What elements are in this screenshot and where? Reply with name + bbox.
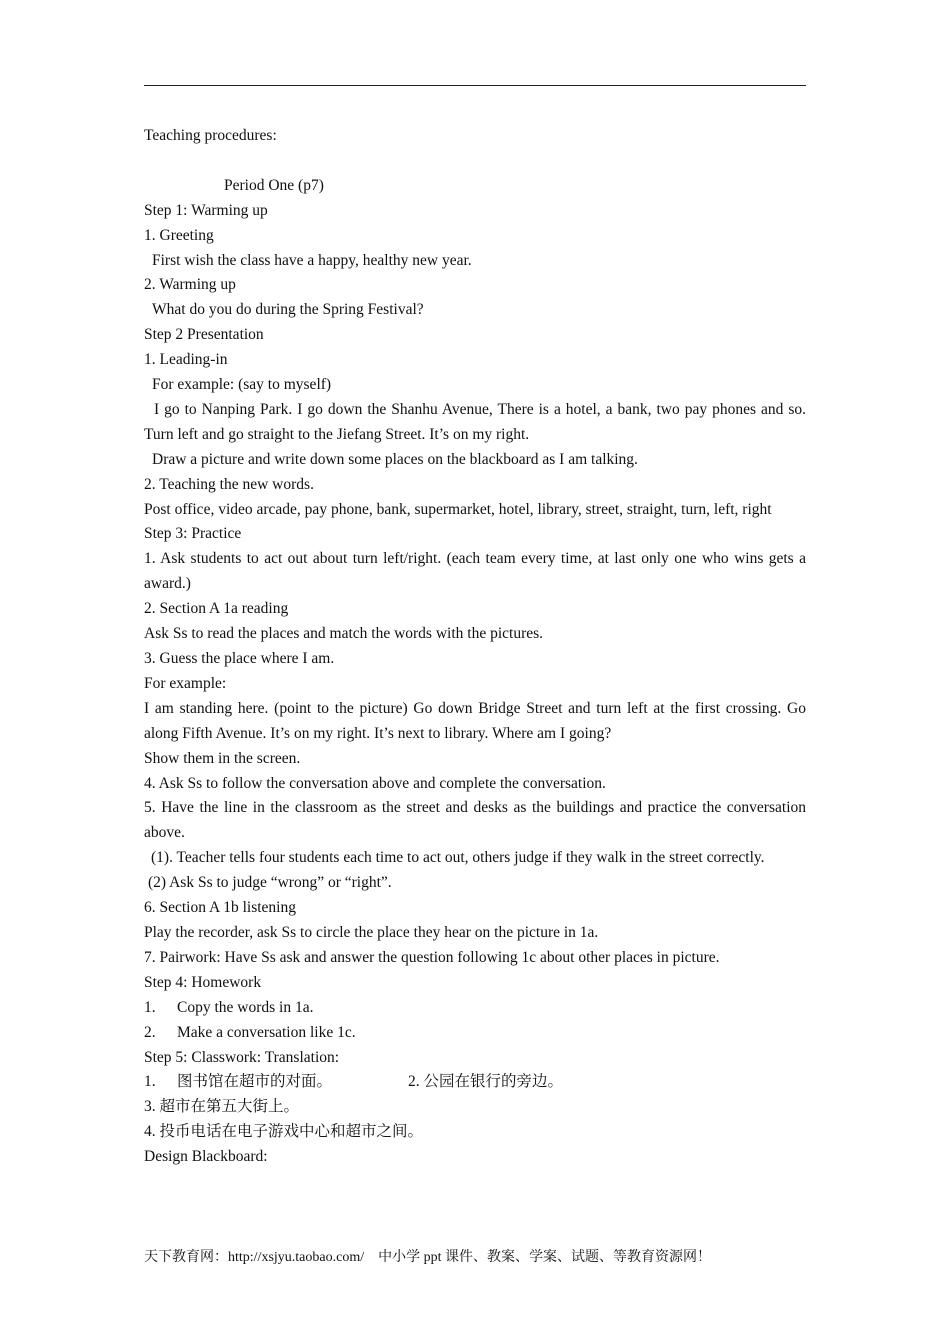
step-heading: Step 3: Practice <box>144 525 242 543</box>
item-number: 2. <box>144 1023 156 1041</box>
item-text: Copy the words in 1a. <box>177 998 314 1016</box>
list-item: 3. Guess the place where I am. <box>144 650 335 668</box>
list-item: 2. Warming up <box>144 276 236 294</box>
homework-item <box>144 996 806 1021</box>
text-line: (2) Ask Ss to judge “wrong” or “right”. <box>148 874 392 892</box>
item-number: 1. <box>144 998 156 1016</box>
period-title: Period One (p7) <box>224 176 324 194</box>
text-line: Design Blackboard: <box>144 1148 268 1166</box>
translation-row <box>144 1070 806 1095</box>
step-heading: Step 4: Homework <box>144 973 262 991</box>
homework-item <box>144 1021 806 1046</box>
paragraph: I go to Nanping Park. I go down the Shanhu Avenue, There is a hotel, a bank, two pay phones and so. Turn left and go straight to the Jiefang Street. It’s on my right. <box>144 400 806 443</box>
step-heading: Step 5: Classwork: Translation: <box>144 1048 340 1066</box>
list-item: 2. Section A 1a reading <box>144 600 289 618</box>
header-rule <box>144 85 806 86</box>
translation-item <box>144 1070 408 1095</box>
text-line: Ask Ss to read the places and match the words with the pictures. <box>144 625 544 643</box>
paragraph: (1). Teacher tells four students each time to act out, others judge if they walk in the street correctly. <box>151 849 765 867</box>
list-item: 1. Leading-in <box>144 351 228 369</box>
paragraph: I am standing here. (point to the picture) Go down Bridge Street and turn left at the first crossing. Go along Fifth Avenue. It’s on my right. It’s next to library. Where am I going? <box>144 699 806 742</box>
blank-line <box>144 149 806 174</box>
item-text: Make a conversation like 1c. <box>177 1023 356 1041</box>
document-body <box>144 124 806 1170</box>
text-line: Show them in the screen. <box>144 749 301 767</box>
section-heading: Teaching procedures: <box>144 127 277 144</box>
list-item: 4. Ask Ss to follow the conversation above and complete the conversation. <box>144 774 606 792</box>
text-line: Play the recorder, ask Ss to circle the place they hear on the picture in 1a. <box>144 923 599 941</box>
translation-item: 3. 超市在第五大街上。 <box>144 1098 300 1116</box>
item-text: 图书馆在超市的对面。 <box>177 1073 333 1091</box>
paragraph: 1. Ask students to act out about turn left/right. (each team every time, at last only one who wins gets a award.) <box>144 550 806 593</box>
list-item: 6. Section A 1b listening <box>144 899 296 917</box>
item-number: 1. <box>144 1073 156 1091</box>
paragraph: 5. Have the line in the classroom as the street and desks as the buildings and practice the conversation above. <box>144 799 806 842</box>
footer-slogan: 中小学 ppt 课件、教案、学案、试题、等教育资源网！ <box>378 1250 711 1265</box>
paragraph: Post office, video arcade, pay phone, bank, supermarket, hotel, library, street, straight, turn, left, right <box>144 500 772 518</box>
translation-item: 4. 投币电话在电子游戏中心和超市之间。 <box>144 1123 424 1141</box>
text-line: For example: <box>144 674 227 692</box>
list-item: 2. Teaching the new words. <box>144 475 314 493</box>
page-footer <box>144 1246 711 1266</box>
list-item: 1. Greeting <box>144 226 214 244</box>
text-line: For example: (say to myself) <box>152 376 332 394</box>
list-item: 7. Pairwork: Have Ss ask and answer the question following 1c about other places in picture. <box>144 948 720 966</box>
footer-site: 天下教育网：http://xsjyu.taobao.com/ <box>144 1250 365 1265</box>
step-heading: Step 1: Warming up <box>144 201 268 219</box>
translation-item: 2. 公园在银行的旁边。 <box>408 1073 564 1091</box>
text-line: First wish the class have a happy, healthy new year. <box>152 251 472 269</box>
step-heading: Step 2 Presentation <box>144 326 264 344</box>
text-line: What do you do during the Spring Festival? <box>152 301 424 319</box>
text-line: Draw a picture and write down some places on the blackboard as I am talking. <box>152 450 638 468</box>
